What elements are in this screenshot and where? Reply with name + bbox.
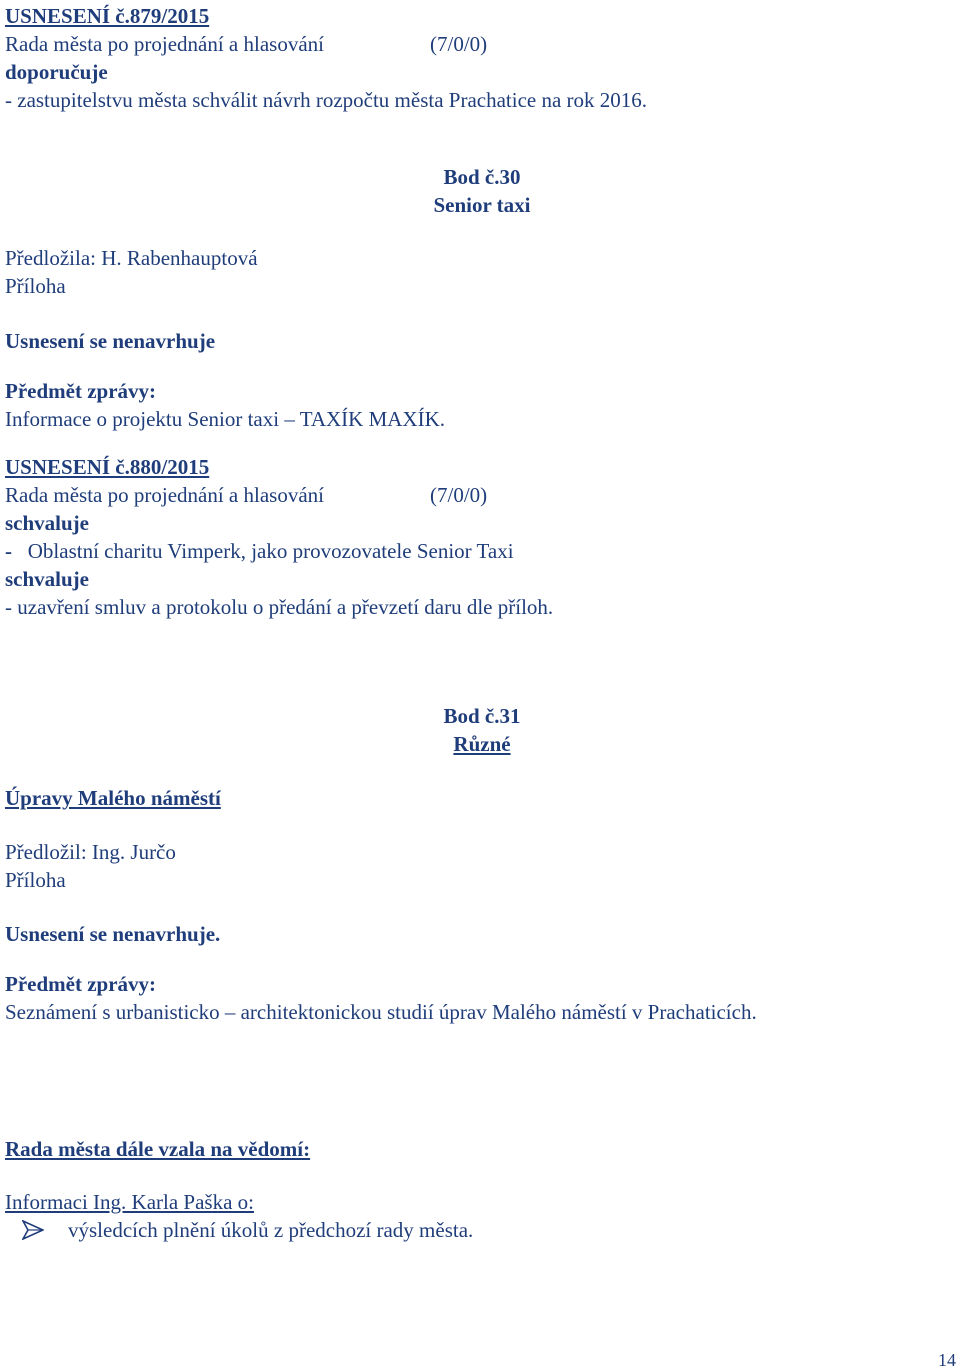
- point-31-name: Různé: [453, 732, 511, 756]
- point-30-subject-label: Předmět zprávy:: [5, 379, 157, 403]
- point-31-topic: Úpravy Malého náměstí: [5, 786, 221, 810]
- point-31-number: Bod č.31: [443, 704, 521, 728]
- noted-bullet-item: [22, 1216, 473, 1244]
- noted-heading: Rada města dále vzala na vědomí:: [5, 1137, 311, 1161]
- point-31-no-resolution: Usnesení se nenavrhuje.: [5, 922, 221, 946]
- council-line-text: Rada města po projednání a hlasování: [5, 32, 324, 56]
- vote-result: (7/0/0): [430, 32, 488, 56]
- arrow-bullet-icon: [22, 1220, 44, 1240]
- resolution-880-verb-2: schvaluje: [5, 567, 89, 591]
- point-31-attachment: Příloha: [5, 868, 66, 892]
- resolution-880-verb-1: schvaluje: [5, 511, 89, 535]
- point-30-attachment: Příloha: [5, 274, 66, 298]
- resolution-879-verb: doporučuje: [5, 60, 108, 84]
- point-30-number: Bod č.30: [443, 165, 521, 189]
- point-30-no-resolution: Usnesení se nenavrhuje: [5, 329, 216, 353]
- resolution-880-item-1: [5, 537, 514, 565]
- resolution-879-item: - zastupitelstvu města schválit návrh rozpočtu města Prachatice na rok 2016.: [5, 88, 648, 112]
- resolution-880-title: USNESENÍ č.880/2015: [5, 455, 210, 479]
- point-30-submitted-by: Předložila: H. Rabenhauptová: [5, 246, 258, 270]
- point-31-subject-label: Předmět zprávy:: [5, 972, 157, 996]
- resolution-879-council-line: [5, 30, 605, 58]
- noted-info: Informaci Ing. Karla Paška o:: [5, 1190, 254, 1214]
- council-line-text: Rada města po projednání a hlasování: [5, 483, 324, 507]
- resolution-880-council-line: [5, 481, 605, 509]
- item-text: Oblastní charitu Vimperk, jako provozovatele Senior Taxi: [27, 539, 514, 563]
- item-dash: -: [5, 539, 12, 563]
- vote-result: (7/0/0): [430, 483, 488, 507]
- bullet-text: výsledcích plnění úkolů z předchozí rady města.: [68, 1218, 474, 1242]
- point-31-subject-text: Seznámení s urbanisticko – architektonickou studií úprav Malého náměstí v Prachaticích.: [5, 1000, 757, 1024]
- point-30-name: Senior taxi: [433, 193, 531, 217]
- point-31-submitted-by: Předložil: Ing. Jurčo: [5, 840, 176, 864]
- resolution-880-item-2: - uzavření smluv a protokolu o předání a převzetí daru dle příloh.: [5, 595, 554, 619]
- page-number: 14: [938, 1350, 956, 1370]
- point-30-subject-text: Informace o projektu Senior taxi – TAXÍK MAXÍK.: [5, 407, 445, 431]
- resolution-879-title: USNESENÍ č.879/2015: [5, 4, 210, 28]
